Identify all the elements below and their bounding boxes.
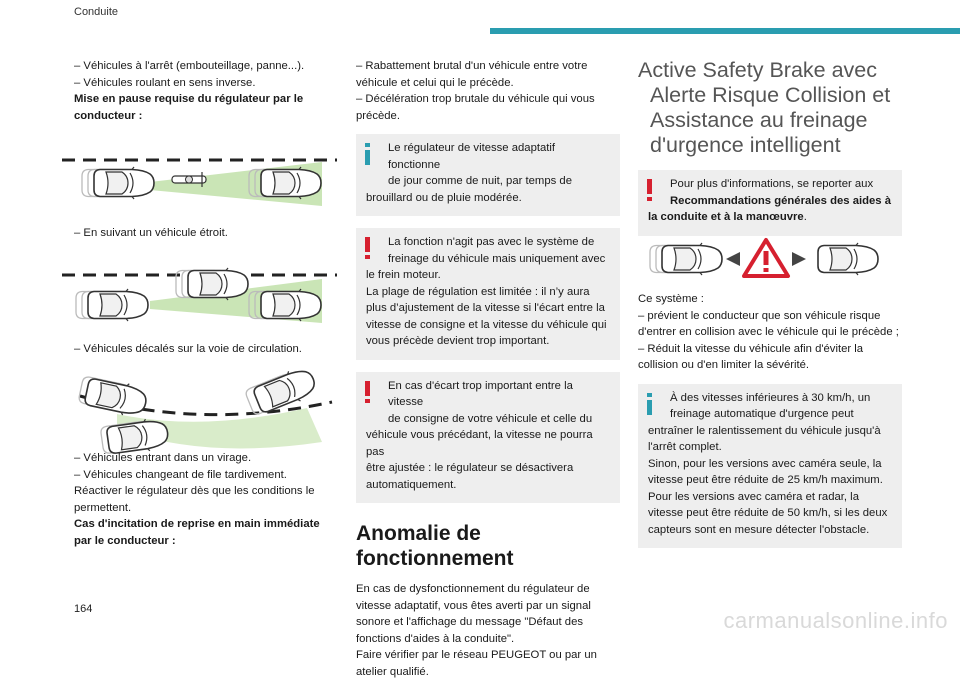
warning-icon: [646, 179, 654, 201]
text-line: véhicule et celui qui le précède.: [356, 75, 620, 92]
info-icon: [646, 393, 654, 415]
text-line: – Décélération trop brutale du véhicule qui vous: [356, 91, 620, 108]
note-line: La plage de régulation est limitée : il n’y aura: [366, 284, 610, 301]
column-2: [356, 58, 620, 680]
note-line: l'arrêt complet.: [648, 439, 892, 456]
illustration-narrow-vehicle: [62, 150, 337, 220]
text-line: permettent.: [74, 500, 349, 517]
note-line: Pour plus d'informations, se reporter aux: [648, 176, 892, 193]
text-line: – Véhicules à l'arrêt (embouteillage, panne...).: [74, 58, 344, 75]
page-number: 164: [74, 603, 92, 615]
note-line: freinage automatique d'urgence peut: [648, 406, 892, 423]
pause-heading: Mise en pause requise du régulateur par le: [74, 91, 344, 108]
note-punct: .: [804, 211, 807, 223]
illustration-offset-vehicles: [62, 263, 337, 333]
note-line: vitesse peut être réduite de 50 km/h, si les deux: [648, 505, 892, 522]
note-line: vous précède devient trop important.: [366, 333, 610, 350]
illustration-curve: [62, 368, 337, 458]
warning-note: [356, 372, 620, 504]
text-line: En cas de dysfonctionnement du régulateur de: [356, 581, 620, 598]
section-title-active-safety-brake: [638, 58, 902, 158]
title-line: Alerte Risque Collision et: [638, 83, 902, 108]
text-line: collision ou d'en limiter la sévérité.: [638, 357, 908, 374]
text-line: – prévient le conducteur que son véhicule risque: [638, 308, 908, 325]
illustration-collision-alert: [648, 238, 898, 280]
section-title-malfunction: Anomalie de fonctionnement: [356, 521, 620, 571]
header-accent-bar: [490, 28, 960, 34]
note-line: de jour comme de nuit, par temps de: [366, 173, 610, 190]
note-line: de consigne de votre véhicule et celle du: [366, 411, 610, 428]
note-line: Sinon, pour les versions avec caméra seule, la: [648, 456, 892, 473]
note-line: Pour les versions avec caméra et radar, la: [648, 489, 892, 506]
note-line: Recommandations générales des aides à: [648, 193, 892, 210]
note-link-text: la conduite et à la manœuvre: [648, 211, 804, 223]
note-line: entraîner le ralentissement du véhicule jusqu'à: [648, 423, 892, 440]
warning-icon: [364, 237, 372, 259]
note-line: plus d’ajustement de la vitesse si l'écart entre la: [366, 300, 610, 317]
info-note: [638, 384, 902, 549]
note-line: La fonction n'agit pas avec le système de: [366, 234, 610, 251]
info-note: [356, 134, 620, 216]
text-line: précède.: [356, 108, 620, 125]
text-line: atelier qualifié.: [356, 664, 620, 680]
title-line: d'urgence intelligent: [638, 133, 902, 158]
text-line: – En suivant un véhicule étroit.: [74, 225, 344, 242]
warning-icon: [364, 381, 372, 403]
note-line: À des vitesses inférieures à 30 km/h, un: [648, 390, 892, 407]
warning-note: [638, 170, 902, 236]
title-line: Active Safety Brake avec: [638, 58, 902, 83]
note-line: freinage du véhicule mais uniquement avec: [366, 251, 610, 268]
collision-warning-icon: [744, 240, 788, 276]
text-line: Ce système :: [638, 291, 908, 308]
note-line: vitesse de consigne et la vitesse du véhicule qui: [366, 317, 610, 334]
text-line: fonctions d'aides à la conduite".: [356, 631, 620, 648]
note-line: Le régulateur de vitesse adaptatif fonctionne: [366, 140, 610, 173]
note-line: [648, 209, 892, 226]
text-line: d'entrer en collision avec le véhicule qui le précède ;: [638, 324, 908, 341]
text-line: sonore et l'affichage du message "Défaut des: [356, 614, 620, 631]
note-line: véhicule vous précédant, la vitesse ne pourra pas: [366, 427, 610, 460]
note-line: automatiquement.: [366, 477, 610, 494]
note-line: capteurs sont en mesure détecter l'obstacle.: [648, 522, 892, 539]
watermark: carmanualsonline.info: [723, 608, 948, 634]
note-line: être ajustée : le régulateur se désactivera: [366, 460, 610, 477]
text-line: Faire vérifier par le réseau PEUGEOT ou par un: [356, 647, 620, 664]
note-line: brouillard ou de pluie modérée.: [366, 190, 610, 207]
note-line: le frein moteur.: [366, 267, 610, 284]
takeover-heading: par le conducteur :: [74, 533, 349, 550]
text-line: – Véhicules entrant dans un virage.: [74, 450, 349, 467]
note-line: vitesse peut être réduite de 25 km/h maximum.: [648, 472, 892, 489]
column-1: [74, 58, 344, 124]
text-line: – Réduit la vitesse du véhicule afin d'éviter la: [638, 341, 908, 358]
note-line: En cas d'écart trop important entre la vitesse: [366, 378, 610, 411]
info-icon: [364, 143, 372, 165]
text-line: – Rabattement brutal d'un véhicule entre votre: [356, 58, 620, 75]
title-line: Assistance au freinage: [638, 108, 902, 133]
text-line: – Véhicules décalés sur la voie de circulation.: [74, 341, 344, 358]
pause-heading: conducteur :: [74, 108, 344, 125]
warning-note: [356, 228, 620, 360]
header-section-title: Conduite: [74, 6, 118, 18]
text-line: vitesse adaptatif, vous êtes averti par un signal: [356, 598, 620, 615]
takeover-heading: Cas d'incitation de reprise en main immédiate: [74, 516, 349, 533]
text-line: – Véhicules roulant en sens inverse.: [74, 75, 344, 92]
column-3: [638, 58, 902, 236]
text-line: Réactiver le régulateur dès que les conditions le: [74, 483, 349, 500]
text-line: – Véhicules changeant de file tardivement.: [74, 467, 349, 484]
